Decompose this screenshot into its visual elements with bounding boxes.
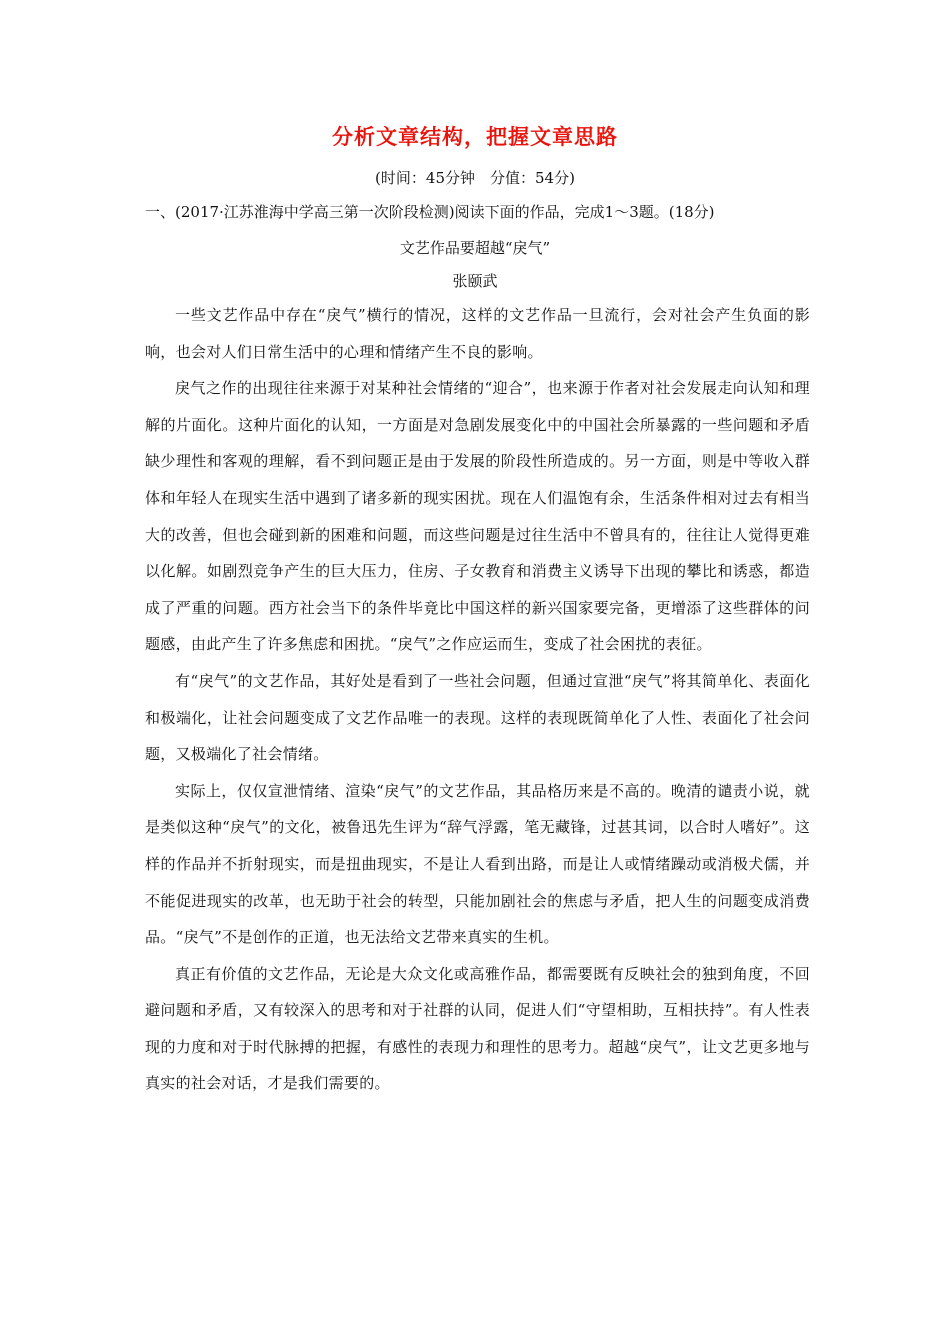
essay-title: 文艺作品要超越“戾气”: [399, 239, 551, 257]
essay-paragraph-5: 真正有价值的文艺作品，无论是大众文化或高雅作品，都需要既有反映社会的独到角度，不回避问题和矛盾，又有较深入的思考和对于社群的认同，促进人们“守望相助，互相扶持”。有人性表现的力度和对于时代脉搏的把握，有感性的表现力和理性的思考力。超越“戾气”，让文艺更多地与真实的社会对话，才是我们需要的。: [145, 964, 810, 1093]
question-instruction: 一、(2017·江苏淮海中学高三第一次阶段检测)阅读下面的作品，完成1～3题。(18分): [145, 203, 715, 221]
essay-paragraph-1: 一些文艺作品中存在“戾气”横行的情况，这样的文艺作品一旦流行，会对社会产生负面的影响，也会对人们日常生活中的心理和情绪产生不良的影响。: [145, 306, 810, 361]
essay-paragraph-4: 实际上，仅仅宣泄情绪、渲染“戾气”的文艺作品，其品格历来是不高的。晚清的谴责小说，就是类似这种“戾气”的文化，被鲁迅先生评为“辞气浮露，笔无藏锋，过甚其词，以合时人嗜好”。这样的作品并不折射现实，而是扭曲现实，不是让人看到出路，而是让人或情绪躁动或消极犬儒，并不能促进现实的改革，也无助于社会的转型，只能加剧社会的焦虑与矛盾，把人生的问题变成消费品。“戾气”不是创作的正道，也无法给文艺带来真实的生机。: [145, 781, 810, 947]
essay-paragraph-2: 戾气之作的出现往往来源于对某种社会情绪的“迎合”，也来源于作者对社会发展走向认知和理解的片面化。这种片面化的认知，一方面是对急剧发展变化中的中国社会所暴露的一些问题和矛盾缺少理性和客观的理解，看不到问题正是由于发展的阶段性所造成的。另一方面，则是中等收入群体和年轻人在现实生活中遇到了诸多新的现实困扰。现在人们温饱有余，生活条件相对过去有相当大的改善，但也会碰到新的困难和问题，而这些问题是过往生活中不曾具有的，往往让人觉得更难以化解。如剧烈竞争产生的巨大压力，住房、子女教育和消费主义诱导下出现的攀比和诱惑，都造成了严重的问题。西方社会当下的条件毕竟比中国这样的新兴国家要完备，更增添了这些群体的问题感，由此产生了许多焦虑和困扰。“戾气”之作应运而生，变成了社会困扰的表征。: [145, 379, 810, 654]
essay-author: 张颐武: [452, 272, 498, 290]
time-score-info: (时间：45分钟 分值：54分): [375, 169, 575, 187]
essay-body: [145, 297, 810, 1102]
document-title: 分析文章结构，把握文章思路: [332, 124, 618, 149]
essay-paragraph-3: 有“戾气”的文艺作品，其好处是看到了一些社会问题，但通过宣泄“戾气”将其简单化、表面化和极端化，让社会问题变成了文艺作品唯一的表现。这样的表现既简单化了人性、表面化了社会问题，又极端化了社会情绪。: [145, 671, 810, 764]
